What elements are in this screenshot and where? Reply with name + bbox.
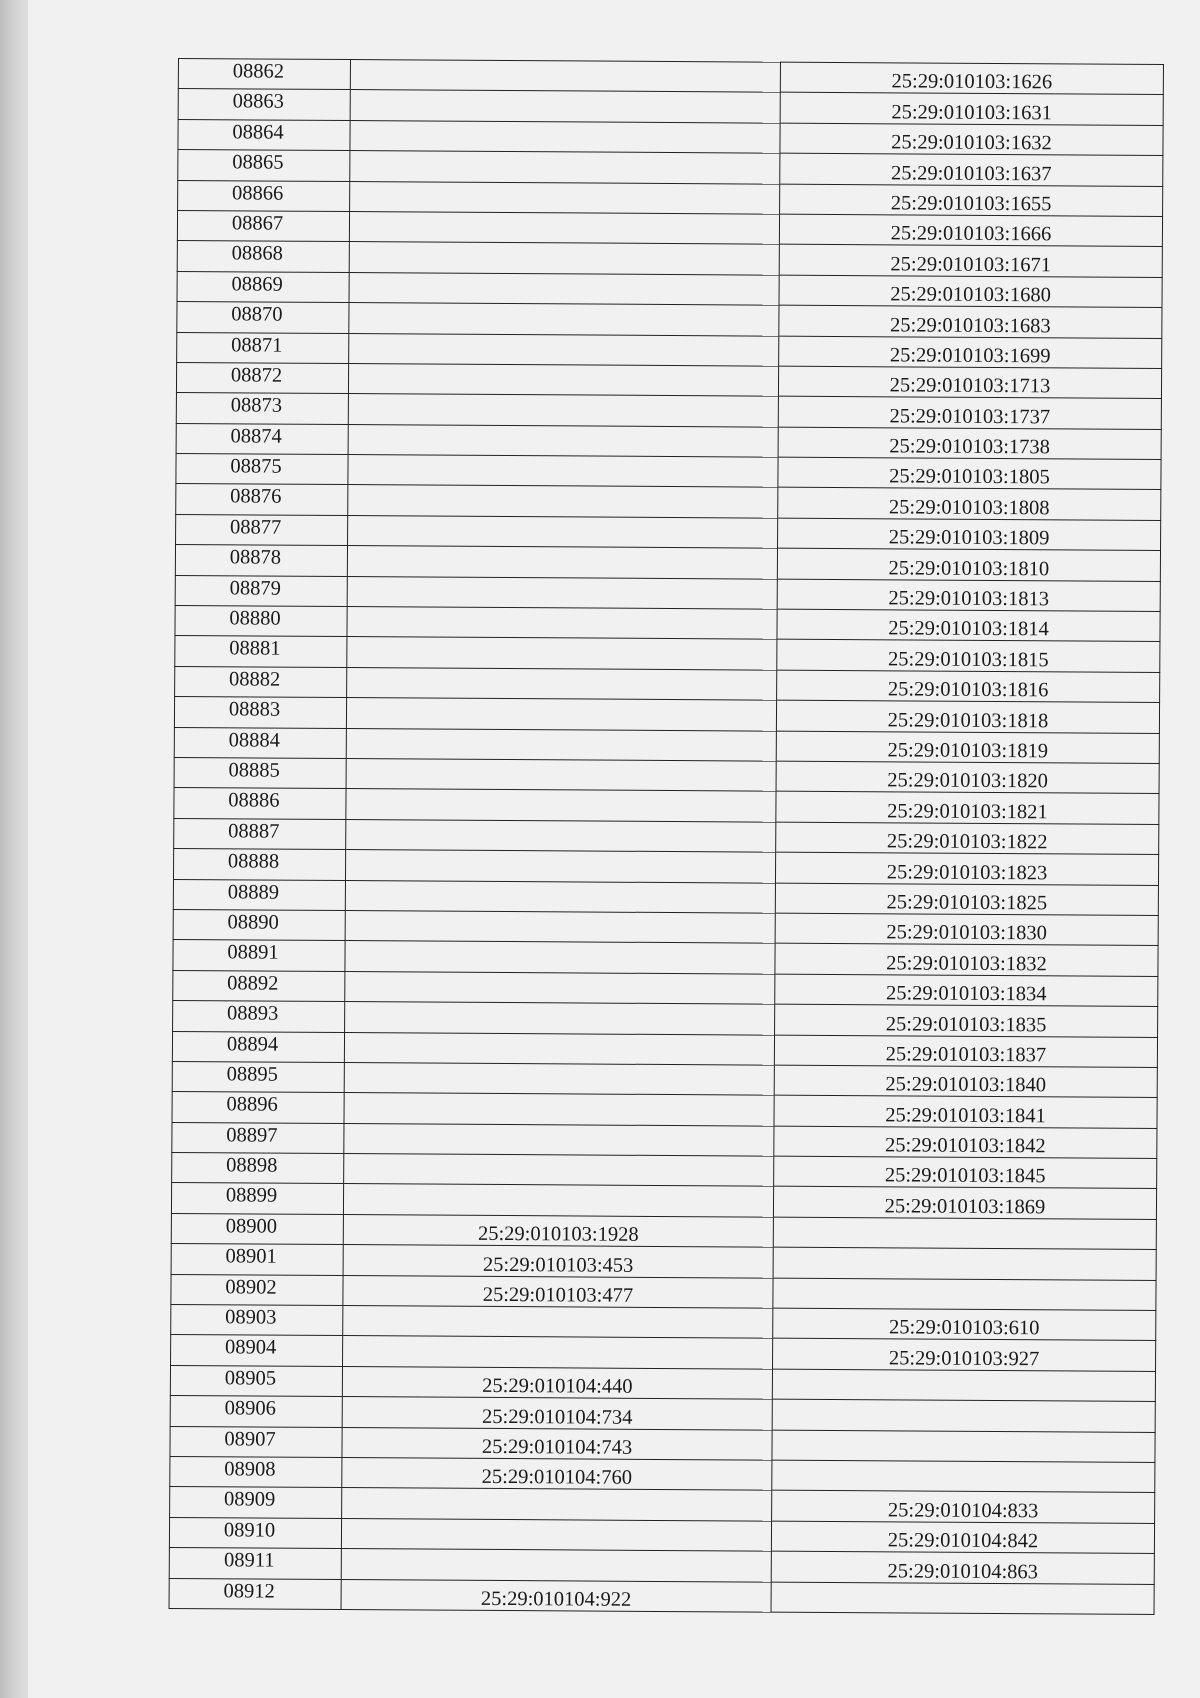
row-number-cell: 08900 xyxy=(171,1213,343,1244)
cadastral-number-cell-col3: 25:29:010103:1809 xyxy=(778,518,1161,551)
row-number-cell: 08870 xyxy=(177,302,349,333)
cadastral-number-cell-col2 xyxy=(342,1488,772,1521)
row-number-cell: 08912 xyxy=(169,1578,341,1609)
cadastral-number-cell-col2 xyxy=(345,910,775,943)
document-page xyxy=(28,0,1200,1698)
cadastral-number-cell-col3: 25:29:010103:1808 xyxy=(778,488,1161,521)
cadastral-number-cell-col3 xyxy=(772,1430,1155,1463)
row-number-cell: 08908 xyxy=(170,1456,342,1487)
cadastral-number-cell-col3: 25:29:010103:1671 xyxy=(779,245,1162,278)
cadastral-number-cell-col3 xyxy=(771,1582,1154,1615)
row-number-cell: 08893 xyxy=(173,1001,345,1032)
cadastral-number-cell-col3: 25:29:010103:1626 xyxy=(780,62,1163,95)
row-number-cell: 08892 xyxy=(173,970,345,1001)
row-number-cell: 08868 xyxy=(177,241,349,272)
cadastral-number-cell-col2 xyxy=(349,272,779,305)
cadastral-number-cell-col2 xyxy=(345,880,775,913)
cadastral-number-cell-col3: 25:29:010103:1813 xyxy=(777,579,1160,612)
row-number-cell: 08873 xyxy=(176,393,348,424)
cadastral-number-cell-col3: 25:29:010103:1631 xyxy=(780,93,1163,126)
row-number-cell: 08886 xyxy=(174,788,346,819)
cadastral-table xyxy=(169,58,1164,1615)
cadastral-number-cell-col3: 25:29:010103:1842 xyxy=(774,1126,1157,1159)
cadastral-number-cell-col3: 25:29:010103:1832 xyxy=(775,943,1158,976)
row-number-cell: 08879 xyxy=(175,575,347,606)
cadastral-number-cell-col2 xyxy=(344,1062,774,1095)
cadastral-number-cell-col3: 25:29:010104:863 xyxy=(771,1551,1154,1584)
row-number-cell: 08905 xyxy=(170,1365,342,1396)
row-number-cell: 08910 xyxy=(169,1517,341,1548)
row-number-cell: 08891 xyxy=(173,940,345,971)
cadastral-number-cell-col3: 25:29:010103:1823 xyxy=(775,852,1158,885)
table-body xyxy=(169,59,1163,1615)
cadastral-number-cell-col2 xyxy=(346,728,776,761)
row-number-cell: 08911 xyxy=(169,1548,341,1579)
row-number-cell: 08871 xyxy=(177,332,349,363)
row-number-cell: 08887 xyxy=(174,818,346,849)
cadastral-number-cell-col3: 25:29:010103:1683 xyxy=(779,305,1162,338)
cadastral-number-cell-col3 xyxy=(773,1217,1156,1250)
row-number-cell: 08864 xyxy=(178,119,350,150)
cadastral-number-cell-col2 xyxy=(347,637,777,670)
cadastral-number-cell-col3: 25:29:010103:1841 xyxy=(774,1095,1157,1128)
row-number-cell: 08874 xyxy=(176,423,348,454)
cadastral-number-cell-col3: 25:29:010103:1666 xyxy=(779,214,1162,247)
row-number-cell: 08896 xyxy=(172,1092,344,1123)
cadastral-number-cell-col3 xyxy=(772,1460,1155,1493)
row-number-cell: 08865 xyxy=(178,150,350,181)
row-number-cell: 08877 xyxy=(176,514,348,545)
cadastral-number-cell-col2 xyxy=(350,181,780,214)
row-number-cell: 08901 xyxy=(171,1244,343,1275)
cadastral-number-cell-col2 xyxy=(345,971,775,1004)
cadastral-number-cell-col3: 25:29:010103:1815 xyxy=(777,640,1160,673)
row-number-cell: 08866 xyxy=(178,180,350,211)
cadastral-number-cell-col3: 25:29:010103:1738 xyxy=(778,427,1161,460)
cadastral-number-cell-col3 xyxy=(773,1278,1156,1311)
cadastral-number-cell-col2 xyxy=(343,1306,773,1339)
cadastral-number-cell-col3: 25:29:010103:1818 xyxy=(776,700,1159,733)
row-number-cell: 08867 xyxy=(177,210,349,241)
cadastral-number-cell-col3: 25:29:010103:1869 xyxy=(773,1187,1156,1220)
cadastral-number-cell-col2 xyxy=(341,1518,771,1551)
row-number-cell: 08862 xyxy=(178,59,350,90)
row-number-cell: 08895 xyxy=(172,1061,344,1092)
row-number-cell: 08878 xyxy=(175,545,347,576)
row-number-cell: 08889 xyxy=(173,879,345,910)
row-number-cell: 08897 xyxy=(172,1122,344,1153)
row-number-cell: 08894 xyxy=(172,1031,344,1062)
table-row xyxy=(169,1578,1154,1614)
cadastral-number-cell-col3 xyxy=(772,1399,1155,1432)
row-number-cell: 08902 xyxy=(171,1274,343,1305)
cadastral-number-cell-col3: 25:29:010103:610 xyxy=(773,1308,1156,1341)
cadastral-number-cell-col2 xyxy=(345,1002,775,1035)
cadastral-number-cell-col3: 25:29:010103:1821 xyxy=(776,792,1159,825)
cadastral-number-cell-col3: 25:29:010103:1680 xyxy=(779,275,1162,308)
cadastral-number-cell-col2 xyxy=(344,1093,774,1126)
cadastral-number-cell-col2: 25:29:010103:477 xyxy=(343,1275,773,1308)
cadastral-number-cell-col2 xyxy=(344,1154,774,1187)
cadastral-number-cell-col2 xyxy=(350,151,780,184)
row-number-cell: 08881 xyxy=(175,636,347,667)
table-container xyxy=(169,58,1163,1615)
cadastral-number-cell-col3: 25:29:010103:1837 xyxy=(774,1035,1157,1068)
cadastral-number-cell-col3: 25:29:010103:1816 xyxy=(777,670,1160,703)
row-number-cell: 08884 xyxy=(174,727,346,758)
cadastral-number-cell-col2 xyxy=(349,212,779,245)
cadastral-number-cell-col2 xyxy=(349,242,779,275)
cadastral-number-cell-col2 xyxy=(344,1123,774,1156)
cadastral-number-cell-col2: 25:29:010104:760 xyxy=(342,1457,772,1490)
cadastral-number-cell-col3: 25:29:010103:1840 xyxy=(774,1065,1157,1098)
row-number-cell: 08876 xyxy=(176,484,348,515)
cadastral-number-cell-col3: 25:29:010103:1713 xyxy=(778,366,1161,399)
cadastral-number-cell-col3 xyxy=(772,1369,1155,1402)
cadastral-number-cell-col2: 25:29:010104:922 xyxy=(341,1579,771,1612)
cadastral-number-cell-col2 xyxy=(346,759,776,792)
cadastral-number-cell-col3: 25:29:010103:1810 xyxy=(777,548,1160,581)
row-number-cell: 08907 xyxy=(170,1426,342,1457)
row-number-cell: 08863 xyxy=(178,89,350,120)
row-number-cell: 08885 xyxy=(174,757,346,788)
cadastral-number-cell-col3: 25:29:010103:927 xyxy=(773,1339,1156,1372)
row-number-cell: 08880 xyxy=(175,606,347,637)
cadastral-number-cell-col3: 25:29:010103:1655 xyxy=(780,184,1163,217)
cadastral-number-cell-col3: 25:29:010103:1814 xyxy=(777,609,1160,642)
cadastral-number-cell-col3: 25:29:010103:1834 xyxy=(775,974,1158,1007)
cadastral-number-cell-col2: 25:29:010104:743 xyxy=(342,1427,772,1460)
row-number-cell: 08904 xyxy=(171,1335,343,1366)
cadastral-number-cell-col3: 25:29:010103:1830 xyxy=(775,913,1158,946)
cadastral-number-cell-col2 xyxy=(349,303,779,336)
cadastral-number-cell-col2 xyxy=(349,333,779,366)
row-number-cell: 08903 xyxy=(171,1304,343,1335)
row-number-cell: 08890 xyxy=(173,909,345,940)
row-number-cell: 08898 xyxy=(172,1153,344,1184)
cadastral-number-cell-col2 xyxy=(345,850,775,883)
cadastral-number-cell-col2: 25:29:010103:1928 xyxy=(343,1214,773,1247)
cadastral-number-cell-col3: 25:29:010103:1845 xyxy=(774,1156,1157,1189)
row-number-cell: 08872 xyxy=(176,362,348,393)
cadastral-number-cell-col3: 25:29:010104:833 xyxy=(772,1491,1155,1524)
row-number-cell: 08875 xyxy=(176,454,348,485)
cadastral-number-cell-col2 xyxy=(346,819,776,852)
cadastral-number-cell-col2 xyxy=(347,607,777,640)
cadastral-number-cell-col2: 25:29:010103:453 xyxy=(343,1245,773,1278)
cadastral-number-cell-col2 xyxy=(348,455,778,488)
cadastral-number-cell-col2 xyxy=(348,424,778,457)
row-number-cell: 08869 xyxy=(177,271,349,302)
cadastral-number-cell-col2: 25:29:010104:440 xyxy=(342,1366,772,1399)
cadastral-number-cell-col3: 25:29:010104:842 xyxy=(771,1521,1154,1554)
cadastral-number-cell-col2 xyxy=(348,394,778,427)
cadastral-number-cell-col3: 25:29:010103:1825 xyxy=(775,883,1158,916)
cadastral-number-cell-col3: 25:29:010103:1805 xyxy=(778,457,1161,490)
cadastral-number-cell-col2 xyxy=(350,120,780,153)
cadastral-number-cell-col3: 25:29:010103:1637 xyxy=(780,153,1163,186)
cadastral-number-cell-col3: 25:29:010103:1822 xyxy=(776,822,1159,855)
cadastral-number-cell-col2 xyxy=(346,789,776,822)
cadastral-number-cell-col2 xyxy=(347,576,777,609)
cadastral-number-cell-col2 xyxy=(347,546,777,579)
cadastral-number-cell-col2 xyxy=(343,1184,773,1217)
row-number-cell: 08899 xyxy=(171,1183,343,1214)
row-number-cell: 08909 xyxy=(170,1487,342,1518)
row-number-cell: 08906 xyxy=(170,1396,342,1427)
cadastral-number-cell-col2 xyxy=(344,1032,774,1065)
cadastral-number-cell-col2 xyxy=(348,515,778,548)
cadastral-number-cell-col2 xyxy=(343,1336,773,1369)
row-number-cell: 08883 xyxy=(174,697,346,728)
cadastral-number-cell-col3: 25:29:010103:1820 xyxy=(776,761,1159,794)
cadastral-number-cell-col2 xyxy=(346,698,776,731)
cadastral-number-cell-col2 xyxy=(348,363,778,396)
cadastral-number-cell-col2: 25:29:010104:734 xyxy=(342,1397,772,1430)
cadastral-number-cell-col2 xyxy=(341,1549,771,1582)
cadastral-number-cell-col3: 25:29:010103:1835 xyxy=(775,1004,1158,1037)
cadastral-number-cell-col3 xyxy=(773,1247,1156,1280)
cadastral-number-cell-col2 xyxy=(350,90,780,123)
cadastral-number-cell-col3: 25:29:010103:1819 xyxy=(776,731,1159,764)
cadastral-number-cell-col2 xyxy=(350,60,780,93)
cadastral-number-cell-col3: 25:29:010103:1632 xyxy=(780,123,1163,156)
cadastral-number-cell-col3: 25:29:010103:1737 xyxy=(778,396,1161,429)
cadastral-number-cell-col2 xyxy=(348,485,778,518)
cadastral-number-cell-col2 xyxy=(345,941,775,974)
cadastral-number-cell-col2 xyxy=(347,667,777,700)
row-number-cell: 08882 xyxy=(175,666,347,697)
cadastral-number-cell-col3: 25:29:010103:1699 xyxy=(779,336,1162,369)
row-number-cell: 08888 xyxy=(173,849,345,880)
